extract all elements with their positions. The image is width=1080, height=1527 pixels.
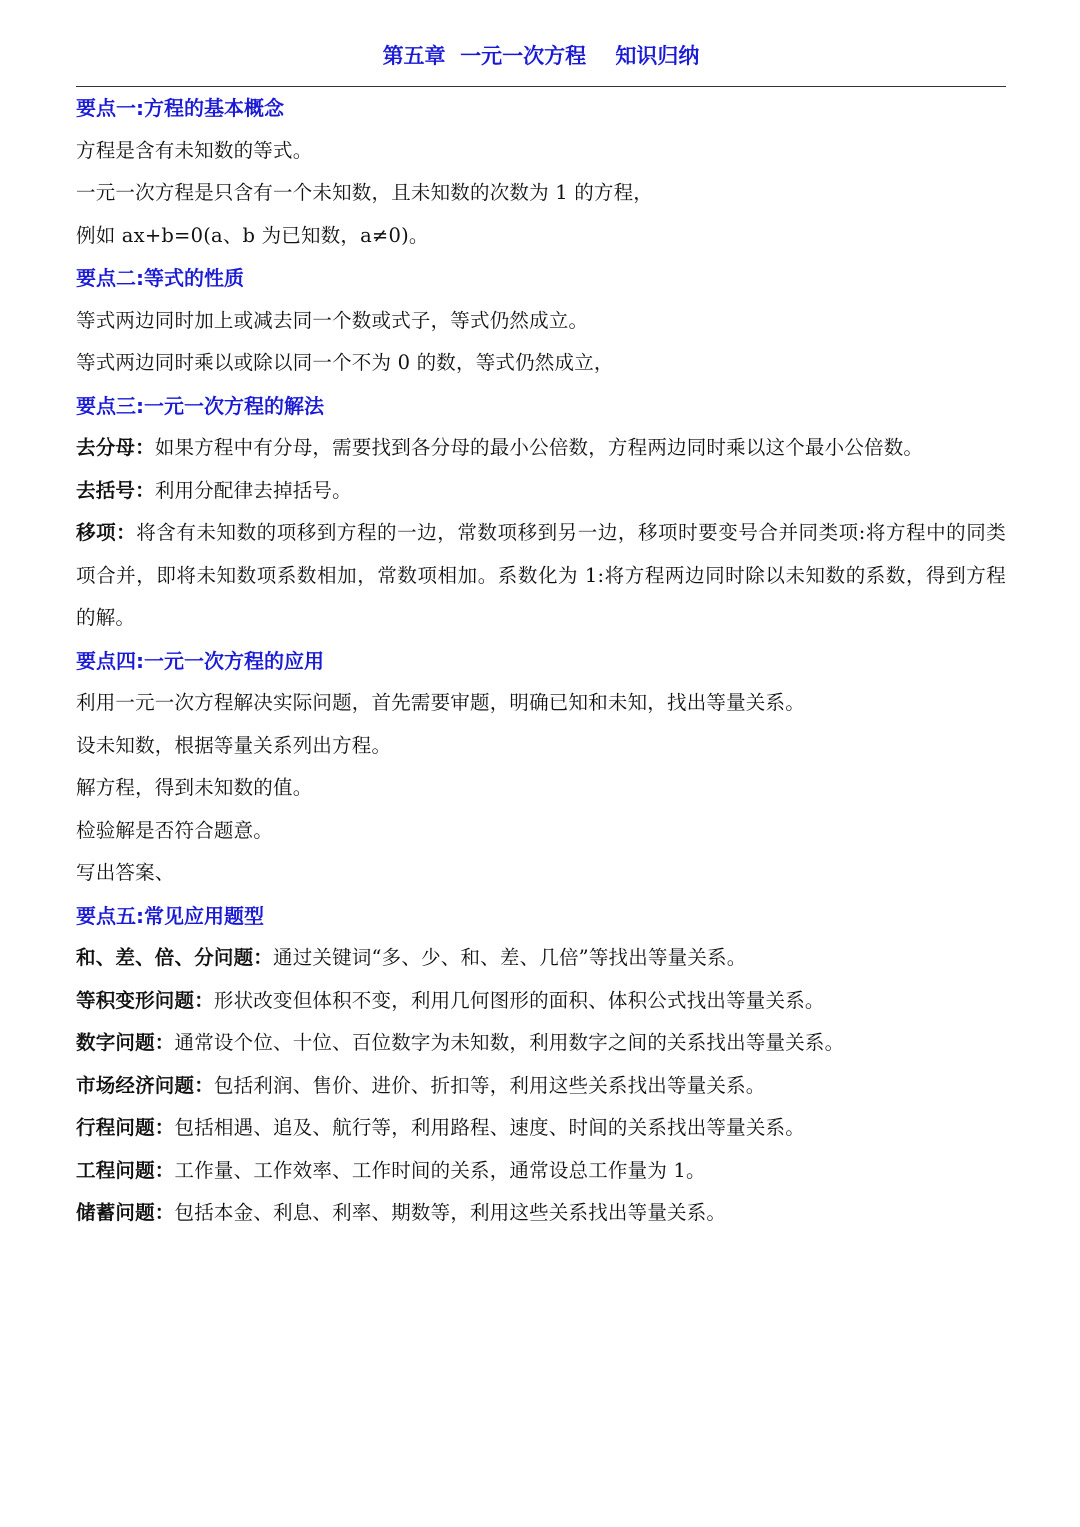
paragraph-text: 等式两边同时乘以或除以同一个不为 0 的数，等式仍然成立， bbox=[76, 351, 614, 374]
paragraph bbox=[76, 682, 1006, 725]
term-label: 行程问题： bbox=[76, 1116, 175, 1139]
section-5 bbox=[76, 895, 1006, 1235]
section-heading: 要点二:等式的性质 bbox=[76, 266, 244, 290]
document-title: 第五章 一元一次方程 知识归纳 bbox=[382, 44, 700, 68]
paragraph bbox=[76, 725, 1006, 768]
term-label: 市场经济问题： bbox=[76, 1073, 214, 1097]
paragraph-text: 包括相遇、追及、航行等，利用路程、速度、时间的关系找出等量关系。 bbox=[174, 1116, 805, 1139]
term-label: 工程问题： bbox=[76, 1158, 175, 1182]
paragraph-text: 将含有未知数的项移到方程的一边，常数项移到另一边，移项时要变号合并同类项:将方程中的同类项合并，即将未知数项系数相加，常数项相加。系数化为 1:将方程两边同时除以未知数的系数，得到方程的解。 bbox=[76, 521, 1006, 629]
paragraph-text: 解方程，得到未知数的值。 bbox=[76, 776, 313, 799]
paragraph-text: 通过关键词“多、少、和、差、几倍”等找出等量关系。 bbox=[273, 946, 747, 969]
paragraph bbox=[76, 470, 1006, 513]
paragraph bbox=[76, 215, 1006, 258]
paragraph-text: 如果方程中有分母，需要找到各分母的最小公倍数，方程两边同时乘以这个最小公倍数。 bbox=[154, 436, 924, 459]
paragraph-text: 工作量、工作效率、工作时间的关系，通常设总工作量为 1。 bbox=[174, 1158, 706, 1182]
paragraph bbox=[76, 172, 1006, 215]
paragraph-text: 利用分配律去掉括号。 bbox=[154, 478, 352, 502]
term-label: 数字问题： bbox=[76, 1031, 175, 1054]
paragraph bbox=[76, 512, 1006, 640]
term-label: 去括号： bbox=[76, 478, 155, 502]
paragraph bbox=[76, 767, 1006, 810]
term-label: 去分母： bbox=[76, 436, 155, 459]
paragraph bbox=[76, 130, 1006, 173]
paragraph-text: 方程是含有未知数的等式。 bbox=[76, 138, 313, 162]
paragraph-text: 包括本金、利息、利率、期数等，利用这些关系找出等量关系。 bbox=[174, 1201, 727, 1224]
paragraph-text: 利用一元一次方程解决实际问题，首先需要审题，明确已知和未知，找出等量关系。 bbox=[76, 691, 805, 714]
paragraph bbox=[76, 937, 1006, 980]
paragraph bbox=[76, 852, 1006, 895]
term-label: 储蓄问题： bbox=[76, 1201, 175, 1224]
term-label: 移项： bbox=[76, 521, 137, 544]
paragraph bbox=[76, 1192, 1006, 1235]
paragraph-text: 等式两边同时加上或减去同一个数或式子，等式仍然成立。 bbox=[76, 308, 589, 332]
paragraph-text: 一元一次方程是只含有一个未知数，且未知数的次数为 1 的方程， bbox=[76, 181, 654, 204]
section-2 bbox=[76, 257, 1006, 385]
section-heading: 要点三:一元一次方程的解法 bbox=[76, 393, 324, 418]
term-label: 和、差、倍、分问题： bbox=[76, 946, 274, 969]
paragraph-text: 形状改变但体积不变，利用几何图形的面积、体积公式找出等量关系。 bbox=[213, 988, 825, 1012]
document-page bbox=[76, 0, 1006, 1235]
paragraph bbox=[76, 810, 1006, 853]
paragraph-text: 写出答案、 bbox=[76, 861, 175, 884]
paragraph bbox=[76, 1065, 1006, 1108]
paragraph-text: 例如 ax+b=0(a、b 为已知数，a≠0)。 bbox=[76, 223, 429, 247]
section-heading: 要点四:一元一次方程的应用 bbox=[76, 648, 324, 673]
term-label: 等积变形问题： bbox=[76, 988, 214, 1012]
section-4 bbox=[76, 640, 1006, 895]
document-body bbox=[76, 87, 1006, 1235]
paragraph bbox=[76, 980, 1006, 1023]
paragraph-text: 设未知数，根据等量关系列出方程。 bbox=[76, 733, 392, 757]
paragraph bbox=[76, 1150, 1006, 1193]
paragraph-text: 包括利润、售价、进价、折扣等，利用这些关系找出等量关系。 bbox=[213, 1073, 766, 1097]
paragraph bbox=[76, 427, 1006, 470]
section-1 bbox=[76, 87, 1006, 257]
section-heading: 要点五:常见应用题型 bbox=[76, 903, 264, 928]
paragraph bbox=[76, 342, 1006, 385]
section-heading: 要点一:方程的基本概念 bbox=[76, 96, 284, 120]
paragraph bbox=[76, 1022, 1006, 1065]
paragraph-text: 检验解是否符合题意。 bbox=[76, 818, 274, 842]
paragraph bbox=[76, 1107, 1006, 1150]
paragraph-text: 通常设个位、十位、百位数字为未知数，利用数字之间的关系找出等量关系。 bbox=[174, 1031, 845, 1054]
paragraph bbox=[76, 300, 1006, 343]
section-3 bbox=[76, 385, 1006, 640]
